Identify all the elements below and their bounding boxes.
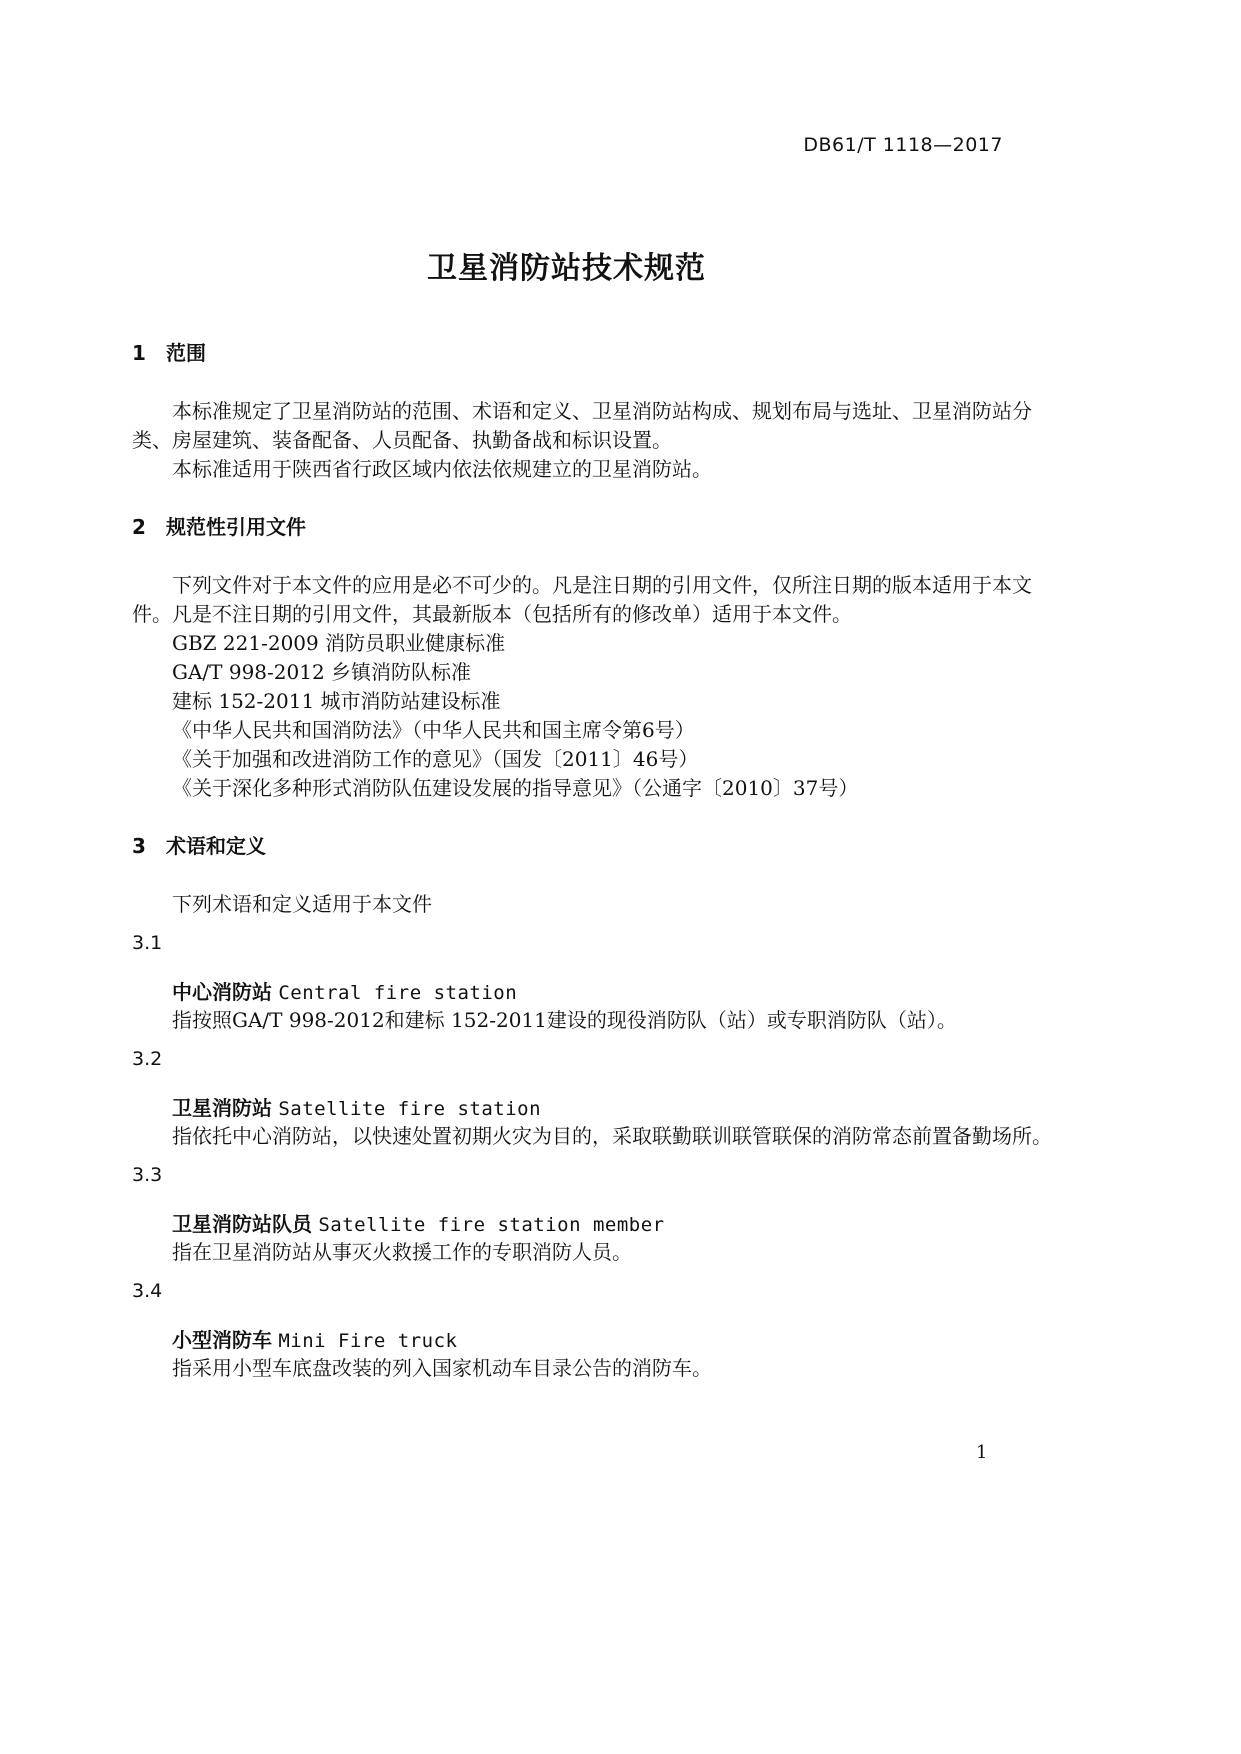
section-1-paragraph: 本标准适用于陕西省行政区域内依法依规建立的卫星消防站。 bbox=[172, 457, 712, 481]
term-chinese: 卫星消防站 bbox=[172, 1096, 272, 1120]
section-title: 术语和定义 bbox=[166, 834, 266, 858]
term-definition: 指依托中心消防站，以快速处置初期火灾为目的，采取联勤联训联管联保的消防常态前置备勤场所。 bbox=[172, 1124, 1052, 1148]
page-number: 1 bbox=[976, 1442, 988, 1463]
section-title: 规范性引用文件 bbox=[166, 515, 306, 539]
section-3-intro: 下列术语和定义适用于本文件 bbox=[172, 892, 432, 916]
section-2-intro-line: 下列文件对于本文件的应用是必不可少的。凡是注日期的引用文件，仅所注日期的版本适用于本文 bbox=[172, 573, 1032, 597]
term-english: Central fire station bbox=[278, 982, 518, 1004]
reference-item: 《关于深化多种形式消防队伍建设发展的指导意见》（公通字〔2010〕37号） bbox=[172, 776, 859, 800]
term-heading bbox=[172, 1092, 541, 1121]
reference-item: GA/T 998-2012 乡镇消防队标准 bbox=[172, 660, 472, 684]
reference-item: 建标 152-2011 城市消防站建设标准 bbox=[172, 689, 501, 713]
term-chinese: 卫星消防站队员 bbox=[172, 1212, 312, 1236]
term-english: Satellite fire station bbox=[278, 1098, 542, 1120]
subsection-number: 3.3 bbox=[132, 1164, 163, 1186]
reference-item: 《中华人民共和国消防法》（中华人民共和国主席令第6号） bbox=[172, 718, 695, 742]
document-code: DB61/T 1118—2017 bbox=[803, 134, 1003, 156]
section-2-heading bbox=[132, 511, 306, 540]
subsection-number: 3.2 bbox=[132, 1048, 163, 1070]
section-number: 2 bbox=[132, 515, 146, 539]
reference-item: 《关于加强和改进消防工作的意见》（国发〔2011〕46号） bbox=[172, 747, 699, 771]
term-english: Satellite fire station member bbox=[318, 1214, 665, 1236]
section-title: 范围 bbox=[166, 341, 206, 365]
term-heading bbox=[172, 1324, 457, 1353]
section-number: 3 bbox=[132, 834, 146, 858]
term-definition: 指按照GA/T 998-2012和建标 152-2011建设的现役消防队（站）或专职消防队（站）。 bbox=[172, 1008, 957, 1032]
term-chinese: 中心消防站 bbox=[172, 980, 272, 1004]
section-number: 1 bbox=[132, 341, 146, 365]
term-definition: 指采用小型车底盘改装的列入国家机动车目录公告的消防车。 bbox=[172, 1356, 712, 1380]
section-3-heading bbox=[132, 830, 266, 859]
section-1-heading bbox=[132, 337, 206, 366]
subsection-number: 3.1 bbox=[132, 932, 163, 954]
section-2-intro-line: 件。凡是不注日期的引用文件，其最新版本（包括所有的修改单）适用于本文件。 bbox=[132, 602, 852, 626]
term-english: Mini Fire truck bbox=[278, 1330, 458, 1352]
term-chinese: 小型消防车 bbox=[172, 1328, 272, 1352]
reference-item: GBZ 221-2009 消防员职业健康标准 bbox=[172, 631, 506, 655]
term-definition: 指在卫星消防站从事灭火救援工作的专职消防人员。 bbox=[172, 1240, 632, 1264]
term-heading bbox=[172, 976, 517, 1005]
section-1-paragraph-line: 本标准规定了卫星消防站的范围、术语和定义、卫星消防站构成、规划布局与选址、卫星消防站分 bbox=[172, 399, 1032, 423]
term-heading bbox=[172, 1208, 665, 1237]
document-title: 卫星消防站技术规范 bbox=[427, 251, 706, 286]
section-1-paragraph-line: 类、房屋建筑、装备配备、人员配备、执勤备战和标识设置。 bbox=[132, 428, 672, 452]
subsection-number: 3.4 bbox=[132, 1280, 163, 1302]
